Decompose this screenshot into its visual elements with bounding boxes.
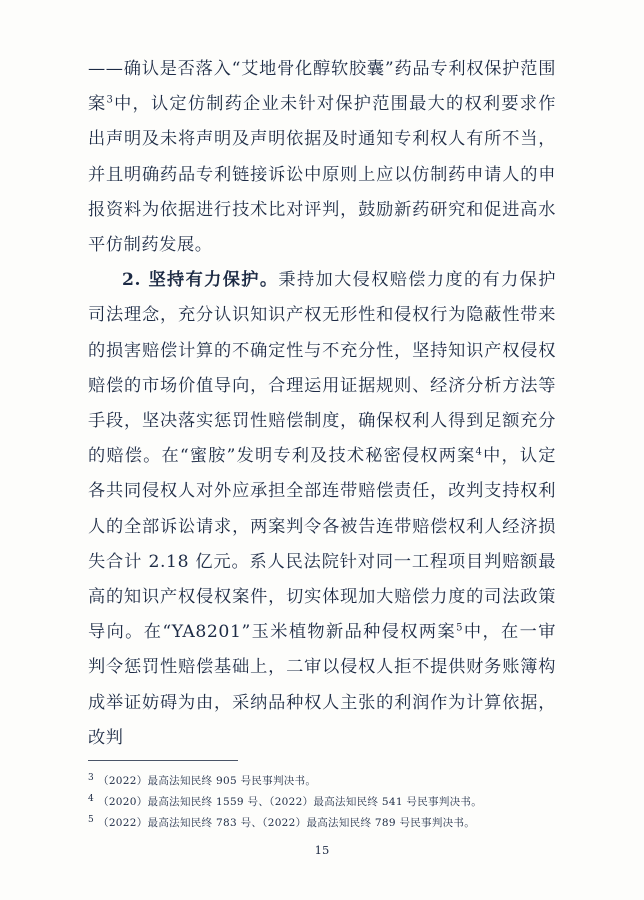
footnote-text: （2022）最高法知民终 783 号、（2022）最高法知民终 789 号民事判决书。: [98, 817, 476, 829]
footnote-marker[interactable]: 4: [475, 446, 483, 458]
paragraph-2: [88, 263, 556, 756]
paragraph-1: [88, 52, 556, 263]
footnote-divider: [88, 760, 238, 761]
footnote-number: 5: [88, 814, 95, 825]
footnote-number: 3: [88, 772, 95, 783]
footnote-marker[interactable]: 3: [106, 94, 114, 106]
paragraph-text-run: 秉持加大侵权赔偿力度的有力保护司法理念，充分认识知识产权无形性和侵权行为隐蔽性带来的损害赔偿计算的不确定性与不充分性，坚持知识产权侵权赔偿的市场价值导向，合理运用证据规则、经济分析方法等手段，坚决落实惩罚性赔偿制度，确保权利人得到足额充分的赔偿。在“蜜胺”发明专利及技术秘密侵权两案: [88, 270, 556, 467]
footnote-item: [88, 771, 556, 792]
footnote-item: [88, 792, 556, 813]
footnote-area: [88, 760, 556, 834]
paragraph-text-run: 中，在一审判令惩罚性赔偿基础上，二审以侵权人拒不提供财务账簿构成举证妨碍为由，采纳品种权人主张的利润作为计算依据，改判: [88, 622, 556, 748]
paragraph-text-run: 中，认定仿制药企业未针对保护范围最大的权利要求作出声明及未将声明及声明依据及时通知专利权人有所不当，并且明确药品专利链接诉讼中原则上应以仿制药申请人的申报资料为依据进行技术比对评判，鼓励新药研究和促进高水平仿制药发展。: [88, 94, 556, 256]
paragraph-text-run: ——确认是否落入“艾地骨化醇软胶囊”药品专利权保护范围案: [88, 59, 556, 115]
footnote-item: [88, 813, 556, 834]
footnote-number: 4: [88, 793, 95, 804]
footnote-text: （2022）最高法知民终 905 号民事判决书。: [98, 775, 317, 787]
footnote-marker[interactable]: 5: [456, 622, 464, 634]
page-number: 15: [314, 843, 330, 857]
paragraph-text-run: 中，认定各共同侵权人对外应承担全部连带赔偿责任，改判支持权利人的全部诉讼请求，两案判令各被告连带赔偿权利人经济损失合计 2.18 亿元。系人民法院针对同一工程项目判赔额最高的知识产权侵权案件，切实体现加大赔偿力度的司法政策导向。在“YA8201”玉米植物新品种侵权两案: [88, 446, 556, 643]
footnote-text: （2020）最高法知民终 1559 号、（2022）最高法知民终 541 号民事判决书。: [98, 796, 483, 808]
paragraph-heading-run: 2. 坚持有力保护。: [122, 270, 279, 291]
page-body: [88, 52, 556, 756]
